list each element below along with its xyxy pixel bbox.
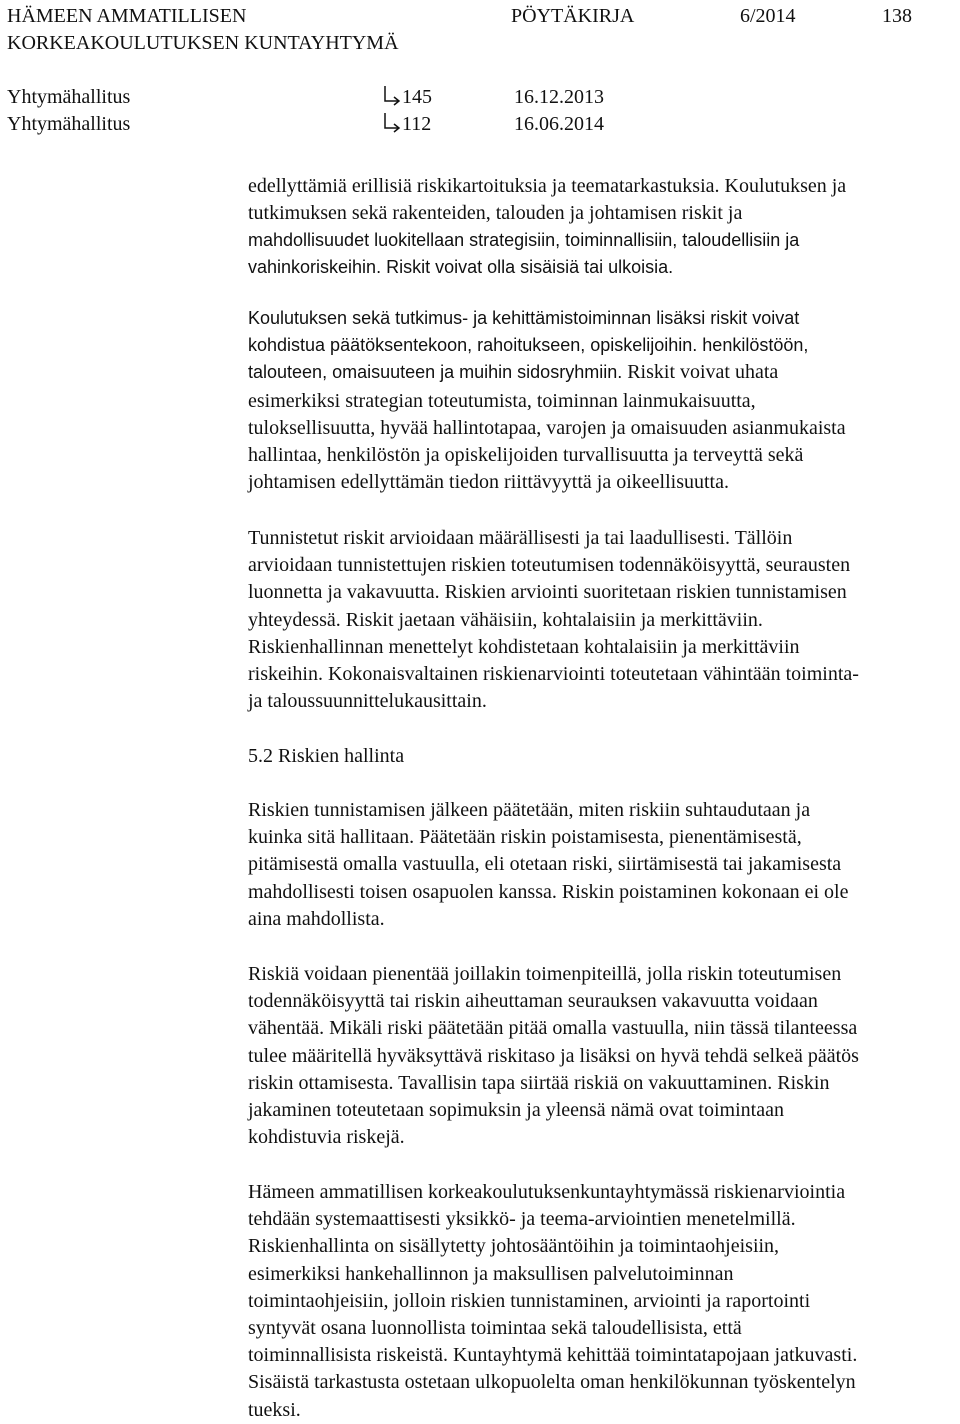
paragraph-line: Hämeen ammatillisen korkeakoulutuksenkuntayhtymässä riskienarviointia (248, 1181, 846, 1203)
document-type: PÖYTÄKIRJA (511, 5, 635, 27)
paragraph-line: kohdistua päätöksentekoon, rahoitukseen, opiskelijoihin. henkilöstöön, (248, 335, 809, 356)
organization-name-line1: HÄMEEN AMMATILLISEN (7, 5, 247, 27)
page-number: 138 (882, 5, 912, 27)
paragraph-line: vahinkoriskeihin. Riskit voivat olla sisäisiä tai ulkoisia. (248, 257, 674, 277)
paragraph-line: Riskien tunnistamisen jälkeen päätetään, miten riskiin suhtaudutaan ja (248, 799, 811, 821)
paragraph-risk-targets (248, 305, 952, 496)
paragraph-risk-assessment (248, 525, 952, 715)
paragraph-line: toimintaohjeisiin, jolloin riskien tunnistaminen, arviointi ja raportointi (248, 1289, 811, 1312)
paragraph-line: Sisäistä tarkastusta ostetaan ulkopuolelta oman henkilökunnan työskentelyn (248, 1371, 856, 1394)
reference-board: Yhtymähallitus (7, 113, 131, 135)
paragraph-line: mahdollisesti toisen osapuolen kanssa. Riskin poistaminen kokonaan ei ole (248, 880, 849, 903)
paragraph-line: vähentää. Mikäli riski päätetään pitää omalla vastuulla, niin tässä tilanteessa (248, 1017, 858, 1040)
section-heading: 5.2 Riskien hallinta (248, 745, 405, 767)
paragraph-line: esimerkiksi strategian toteutumista, toiminnan lainmukaisuutta, (248, 389, 756, 412)
paragraph-line: Riskienhallinta on sisällytetty johtosääntöihin ja toimintaohjeisiin, (248, 1235, 780, 1258)
paragraph-line: pitämisestä omalla vastuulla, eli otetaan riski, siirtämisestä tai jakamisesta (248, 853, 842, 876)
paragraph-line: Riskienhallinnan menettelyt kohdistetaan kohtalaisiin ja merkittäviin (248, 635, 800, 658)
document-number: 6/2014 (740, 5, 796, 27)
reference-arrow-icon (383, 113, 401, 135)
reference-date: 16.06.2014 (514, 113, 604, 135)
paragraph-line (248, 359, 952, 387)
paragraph-line: tueksi. (248, 1398, 301, 1421)
paragraph-line: jakaminen toteutetaan sopimuksin ja yleensä nämä ovat toimintaan (248, 1099, 784, 1122)
paragraph-line: todennäköisyyttä tai riskin aiheuttaman seurauksen vakavuutta voidaan (248, 990, 818, 1013)
paragraph-line: tutkimuksen sekä rakenteiden, talouden ja johtamisen riskit ja (248, 202, 743, 224)
reference-board: Yhtymähallitus (7, 86, 131, 108)
reference-date: 16.12.2013 (514, 86, 604, 108)
reference-number: 145 (402, 86, 432, 108)
paragraph-line: kuinka sitä hallitaan. Päätetään riskin poistamisesta, pienentämisestä, (248, 826, 802, 849)
paragraph-line: luonnetta ja vakavuutta. Riskien arviointi suoritetaan riskien tunnistamisen (248, 581, 847, 604)
paragraph-line: kohdistuvia riskejä. (248, 1126, 405, 1149)
paragraph-risk-handling (248, 797, 952, 933)
paragraph-line: mahdollisuudet luokitellaan strategisiin, toiminnallisiin, taloudellisiin ja (248, 230, 800, 250)
paragraph-risk-reduction (248, 961, 952, 1151)
paragraph-line: edellyttämiä erillisiä riskikartoituksia ja teematarkastuksia. Koulutuksen ja (248, 175, 847, 197)
paragraph-line: riskin ottamisesta. Tavallisin tapa siirtää riskiä on vakuuttaminen. Riskin (248, 1071, 830, 1094)
reference-number: 112 (402, 113, 432, 135)
paragraph-line: aina mahdollista. (248, 907, 385, 930)
paragraph-line: Tunnistetut riskit arvioidaan määrällisesti ja tai laadullisesti. Tällöin (248, 527, 793, 549)
paragraph-line: toiminnallisista riskeistä. Kuntayhtymä kehittää toimintatapojaan jatkuvasti. (248, 1344, 858, 1367)
paragraph-segment: Riskit voivat uhata (622, 361, 779, 384)
paragraph-line: esimerkiksi hankehallinnon ja maksullisen palvelutoiminnan (248, 1262, 734, 1285)
paragraph-line: Koulutuksen sekä tutkimus- ja kehittämistoiminnan lisäksi riskit voivat (248, 308, 800, 328)
paragraph-line: syntyvät osana luonnollista toimintaa sekä taloudellisista, että (248, 1317, 742, 1340)
paragraph-line: tulee määritellä hyväksyttävä riskitaso ja lisäksi on hyvä tehdä selkeä päätös (248, 1044, 859, 1067)
paragraph-line: ja taloussuunnittelukausittain. (248, 690, 487, 713)
paragraph-line: tuloksellisuutta, hyvää hallintotapaa, varojen ja omaisuuden asianmukaista (248, 416, 846, 439)
paragraph-line: hallintaa, henkilöstön ja opiskelijoiden turvallisuutta ja terveyttä sekä (248, 444, 804, 467)
paragraph-segment: talouteen, omaisuuteen ja muihin sidosryhmiin. (248, 362, 623, 383)
paragraph-line: Riskiä voidaan pienentää joillakin toimenpiteillä, jolla riskin toteutumisen (248, 963, 842, 985)
paragraph-line: arvioidaan tunnistettujen riskien toteutumisen todennäköisyyttä, seurausten (248, 554, 851, 577)
paragraph-line: tehdään systemaattisesti yksikkö- ja teema-arviointien menetelmillä. (248, 1208, 796, 1231)
paragraph-risk-management-practice (248, 1179, 952, 1424)
paragraph-line: yhteydessä. Riskit jaetaan vähäisiin, kohtalaisiin ja merkittäviin. (248, 608, 763, 631)
paragraph-line: riskeihin. Kokonaisvaltainen riskienarviointi toteutetaan vähintään toiminta- (248, 663, 859, 686)
organization-name-line2: KORKEAKOULUTUKSEN KUNTAYHTYMÄ (7, 32, 399, 54)
paragraph-risk-classification (248, 173, 952, 281)
paragraph-line: johtamisen edellyttämän tiedon riittävyyttä ja oikeellisuutta. (248, 471, 729, 494)
reference-arrow-icon (383, 86, 401, 108)
